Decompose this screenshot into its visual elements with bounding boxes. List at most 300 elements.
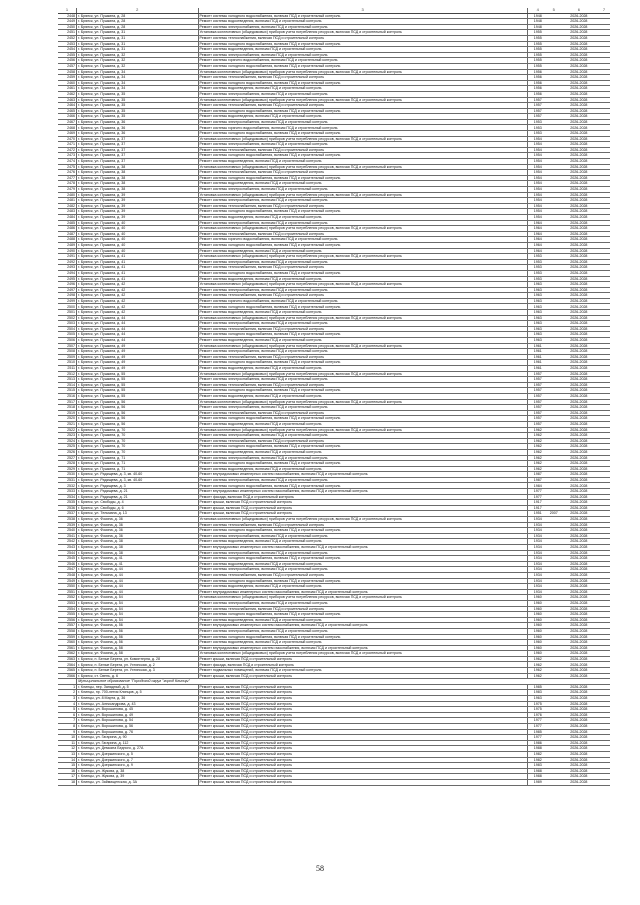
row-address: г. Брянск, ул. Пушкина, д. 70 bbox=[77, 433, 198, 439]
row-number: 2565 bbox=[58, 668, 77, 674]
row-year-built: 1934 bbox=[527, 545, 548, 551]
row-year-built: 1953 bbox=[527, 276, 548, 282]
row-work-type: Ремонт системы холодного водоснабжения, включая ПСД и строительный контроль bbox=[198, 108, 527, 114]
row-planned-period: 2026-2028 bbox=[560, 528, 598, 534]
row-address: г. Брянск, ул. Пушкина, д. 56 bbox=[77, 410, 198, 416]
row-address: г. Брянск, ул. Фокина, д. 56 bbox=[77, 628, 198, 634]
row-planned-period: 2026-2028 bbox=[560, 315, 598, 321]
row-address: г. Брянск, ул. Фокина, д. 44 bbox=[77, 578, 198, 584]
row-address: г. Брянск, ул. Пушкина, д. 40 bbox=[77, 248, 198, 254]
row-number: 2517 bbox=[58, 399, 77, 405]
row-address: г. Клинцы, ул. Жукова, д. 38 bbox=[77, 768, 198, 774]
row-number: 2496 bbox=[58, 282, 77, 288]
row-work-type: Ремонт фасада, включая ПСД и строительный контроль bbox=[198, 662, 527, 668]
row-number: 2521 bbox=[58, 421, 77, 427]
row-planned-period: 2026-2028 bbox=[560, 656, 598, 662]
row-planned-period: 2026-2028 bbox=[560, 572, 598, 578]
row-number: 2524 bbox=[58, 438, 77, 444]
row-work-type: Ремонт системы холодного водоснабжения, включая ПСД и строительный контроль bbox=[198, 175, 527, 181]
row-work-type: Ремонт системы водоотведения, включая ПСД и строительный контроль bbox=[198, 310, 527, 316]
row-planned-period: 2026-2028 bbox=[560, 489, 598, 495]
row-work-type: Ремонт системы холодного водоснабжения, включая ПСД и строительный контроль bbox=[198, 461, 527, 467]
row-planned-period: 2026-2028 bbox=[560, 690, 598, 696]
row-planned-period: 2026-2028 bbox=[560, 707, 598, 713]
row-year-built: 1954 bbox=[527, 181, 548, 187]
row-planned-period: 2026-2028 bbox=[560, 735, 598, 741]
row-planned-period: 2026-2028 bbox=[560, 746, 598, 752]
row-number: 2530 bbox=[58, 472, 77, 478]
row-address: г. Брянск, ул. Фокина, д. 38 bbox=[77, 545, 198, 551]
row-planned-period: 2026-2028 bbox=[560, 287, 598, 293]
row-number: 2516 bbox=[58, 393, 77, 399]
row-planned-period: 2026-2028 bbox=[560, 472, 598, 478]
row-number: 2545 bbox=[58, 556, 77, 562]
row-year-built: 1954 bbox=[527, 136, 548, 142]
row-number: 2544 bbox=[58, 550, 77, 556]
page-number: 58 bbox=[316, 864, 324, 873]
row-year-built: 1917 bbox=[527, 500, 548, 506]
row-address: г. Брянск, ул. Пушкина, д. 70 bbox=[77, 444, 198, 450]
row-extra bbox=[598, 779, 610, 785]
row-year-built: 1954 bbox=[527, 142, 548, 148]
row-work-type: Ремонт системы холодного водоснабжения, включая ПСД и строительный контроль bbox=[198, 80, 527, 86]
row-address: г. Брянск, ул. Фокина, д. 56 bbox=[77, 634, 198, 640]
row-year-built: 1962 bbox=[527, 455, 548, 461]
row-number: 2512 bbox=[58, 371, 77, 377]
row-planned-period: 2026-2028 bbox=[560, 360, 598, 366]
row-planned-period: 2026-2028 bbox=[560, 662, 598, 668]
row-address: г. Брянск, ул. Пушкина, д. 49 bbox=[77, 354, 198, 360]
row-number: 2460 bbox=[58, 80, 77, 86]
row-number: 2506 bbox=[58, 338, 77, 344]
row-address: г. Брянск, ул. Пушкина, д. 35 bbox=[77, 108, 198, 114]
row-work-type: Ремонт крыши, включая ПСД и строительный контроль bbox=[198, 751, 527, 757]
row-number: 2556 bbox=[58, 617, 77, 623]
row-number: 2448 bbox=[58, 13, 77, 19]
row-address: г. Брянск, ул. Пушкина, д. 37 bbox=[77, 147, 198, 153]
row-number: 2509 bbox=[58, 354, 77, 360]
row-work-type: Установка коллективных (общедомовых) приборов учета потребления ресурсов, включая ПСД и строительный контроль bbox=[198, 399, 527, 405]
row-number: 2481 bbox=[58, 198, 77, 204]
row-number: 2547 bbox=[58, 567, 77, 573]
row-address: г. Брянск, ст. Свень, д. 6 bbox=[77, 673, 198, 679]
row-number: 2540 bbox=[58, 528, 77, 534]
row-planned-period: 2026-2028 bbox=[560, 628, 598, 634]
row-year-built: 1961 bbox=[527, 354, 548, 360]
row-address: г. Брянск, ул. Фокина, д. 41 bbox=[77, 556, 198, 562]
row-year-built: 1976 bbox=[527, 712, 548, 718]
row-work-type: Ремонт системы холодного водоснабжения, включая ПСД и строительный контроль bbox=[198, 444, 527, 450]
row-address: г. Клинцы, пер. Западный, д. 5 bbox=[77, 684, 198, 690]
row-year-built: 1957 bbox=[527, 410, 548, 416]
row-number: 2550 bbox=[58, 584, 77, 590]
row-planned-period: 2026-2028 bbox=[560, 751, 598, 757]
row-address: г. Брянск, ул. Радищева, д. 21 bbox=[77, 489, 198, 495]
row-year-built: 1955 bbox=[527, 47, 548, 53]
row-planned-period: 2026-2028 bbox=[560, 175, 598, 181]
row-planned-period: 2026-2028 bbox=[560, 483, 598, 489]
row-year-built: 1961 bbox=[527, 343, 548, 349]
row-planned-period: 2026-2028 bbox=[560, 449, 598, 455]
row-number: 2519 bbox=[58, 410, 77, 416]
row-planned-period: 2026-2028 bbox=[560, 612, 598, 618]
row-address: г. Брянск, ул. Пушкина, д. 49 bbox=[77, 366, 198, 372]
row-work-type: Ремонт системы водоотведения, включая ПСД и строительный контроль bbox=[198, 47, 527, 53]
row-number: 2493 bbox=[58, 265, 77, 271]
row-planned-period: 2026-2028 bbox=[560, 494, 598, 500]
row-address: г. Брянск, ул. Радищева, д. 3, кв. 40-60 bbox=[77, 477, 198, 483]
row-year-built: 1934 bbox=[527, 528, 548, 534]
row-number: 2555 bbox=[58, 612, 77, 618]
row-planned-period: 2026-2028 bbox=[560, 226, 598, 232]
row-planned-period: 2026-2028 bbox=[560, 153, 598, 159]
row-planned-period: 2026-2028 bbox=[560, 136, 598, 142]
row-year-built: 1963 bbox=[527, 338, 548, 344]
row-planned-period: 2026-2028 bbox=[560, 388, 598, 394]
row-work-type: Ремонт системы электроснабжения, включая ПСД и строительный контроль bbox=[198, 628, 527, 634]
row-address: г. Брянск, ул. Пушкина, д. 42 bbox=[77, 298, 198, 304]
row-address: г. Брянск, ул. Пушкина, д. 42 bbox=[77, 287, 198, 293]
row-year-built: 1964 bbox=[527, 220, 548, 226]
row-planned-period: 2026-2028 bbox=[560, 539, 598, 545]
row-address: г. Брянск, ул. Пушкина, д. 28 bbox=[77, 24, 198, 30]
row-address: г. Брянск, ул. Фокина, д. 58 bbox=[77, 645, 198, 651]
row-number: 2488 bbox=[58, 237, 77, 243]
row-work-type: Ремонт системы водоотведения, включая ПСД и строительный контроль bbox=[198, 561, 527, 567]
row-year-built: 1963 bbox=[527, 298, 548, 304]
row-number: 2522 bbox=[58, 427, 77, 433]
row-work-type: Ремонт системы электроснабжения, включая ПСД и строительный контроль bbox=[198, 455, 527, 461]
row-year-built: 1975 bbox=[527, 707, 548, 713]
row-planned-period: 2026-2028 bbox=[560, 517, 598, 523]
row-year-built: 1962 bbox=[527, 461, 548, 467]
row-year-built: 1957 bbox=[527, 382, 548, 388]
row-year-built: 1948 bbox=[527, 24, 548, 30]
row-year-built: 1954 bbox=[527, 147, 548, 153]
row-work-type: Ремонт системы водоотведения, включая ПСД и строительный контроль bbox=[198, 181, 527, 187]
row-planned-period: 2026-2028 bbox=[560, 556, 598, 562]
row-address: г. Брянск, ул. Пушкина, д. 28 bbox=[77, 19, 198, 25]
row-number: 2518 bbox=[58, 405, 77, 411]
row-address: г. Брянск, ул. Пушкина, д. 41 bbox=[77, 254, 198, 260]
row-work-type: Ремонт внутридомовых инженерных систем газоснабжения, включая ПСД и строительный контроль bbox=[198, 645, 527, 651]
row-planned-period: 2026-2028 bbox=[560, 768, 598, 774]
row-address: г. Брянск, ул. Пушкина, д. 55 bbox=[77, 377, 198, 383]
row-work-type: Ремонт системы электроснабжения, включая ПСД и строительный контроль bbox=[198, 287, 527, 293]
row-work-type: Установка коллективных (общедомовых) приборов учета потребления ресурсов, включая ПСД и строительный контроль bbox=[198, 226, 527, 232]
row-year-built: 1948 bbox=[527, 13, 548, 19]
row-number: 2535 bbox=[58, 500, 77, 506]
row-work-type: Установка коллективных (общедомовых) приборов учета потребления ресурсов, включая ПСД и строительный контроль bbox=[198, 282, 527, 288]
row-year-built: 1954 bbox=[527, 198, 548, 204]
row-number: 2558 bbox=[58, 628, 77, 634]
row-address: г. Брянск, ул. Пушкина, д. 31 bbox=[77, 35, 198, 41]
row-address: г. Брянск, ул. Пушкина, д. 41 bbox=[77, 276, 198, 282]
row-address: г. Брянск, ул. Пушкина, д. 56 bbox=[77, 421, 198, 427]
row-work-type: Ремонт системы электроснабжения, включая ПСД и строительный контроль bbox=[198, 142, 527, 148]
row-address: г. Брянск, ул. Фокина, д. 36 bbox=[77, 522, 198, 528]
row-year-built: 1988 bbox=[527, 768, 548, 774]
row-address: г. Брянск, ул. Фокина, д. 54 bbox=[77, 595, 198, 601]
row-work-type: Ремонт крыши, включая ПСД и строительный контроль bbox=[198, 740, 527, 746]
row-planned-period: 2026-2028 bbox=[560, 500, 598, 506]
row-work-type: Ремонт крыши, включая ПСД и строительный контроль bbox=[198, 500, 527, 506]
row-number: 2532 bbox=[58, 483, 77, 489]
row-address: г. Брянск, ул. Пушкина, д. 34 bbox=[77, 69, 198, 75]
row-number: 2494 bbox=[58, 270, 77, 276]
row-address: г. Клинцы, ул. Дзержинского, д. 5 bbox=[77, 751, 198, 757]
row-work-type: Ремонт системы теплоснабжения, включая ПСД и строительный контроль bbox=[198, 231, 527, 237]
row-year-built: 1962 bbox=[527, 656, 548, 662]
row-number: 2511 bbox=[58, 366, 77, 372]
row-planned-period: 2026-2028 bbox=[560, 645, 598, 651]
row-year-built: 1963 bbox=[527, 326, 548, 332]
row-year-built: 1977 bbox=[527, 724, 548, 730]
row-planned-period: 2026-2028 bbox=[560, 41, 598, 47]
row-work-type: Ремонт системы теплоснабжения, включая ПСД и строительный контроль bbox=[198, 103, 527, 109]
row-work-type: Установка коллективных (общедомовых) приборов учета потребления ресурсов, включая ПСД и строительный контроль bbox=[198, 427, 527, 433]
row-planned-period: 2026-2028 bbox=[560, 673, 598, 679]
row-address: г. Брянск, ул. Пушкина, д. 31 bbox=[77, 30, 198, 36]
row-planned-period: 2026-2028 bbox=[560, 416, 598, 422]
row-number: 14 bbox=[58, 757, 77, 763]
row-planned-period: 2026-2028 bbox=[560, 466, 598, 472]
row-planned-period: 2026-2028 bbox=[560, 668, 598, 674]
row-planned-period: 2026-2028 bbox=[560, 382, 598, 388]
row-planned-period: 2026-2028 bbox=[560, 108, 598, 114]
row-address: г. Брянск, ул. Пушкина, д. 71 bbox=[77, 455, 198, 461]
row-work-type: Ремонт системы теплоснабжения, включая ПСД и строительный контроль bbox=[198, 410, 527, 416]
row-work-type: Ремонт системы водоотведения, включая ПСД и строительный контроль bbox=[198, 466, 527, 472]
row-work-type: Ремонт системы электроснабжения, включая ПСД и строительный контроль bbox=[198, 91, 527, 97]
row-number: 6 bbox=[58, 712, 77, 718]
row-number: 1 bbox=[58, 684, 77, 690]
row-year-built: 1963 bbox=[527, 293, 548, 299]
row-year-built: 1985 bbox=[527, 684, 548, 690]
row-number: 2542 bbox=[58, 539, 77, 545]
row-year-built: 1963 bbox=[527, 304, 548, 310]
row-work-type: Ремонт системы водоотведения, включая ПСД и строительный контроль bbox=[198, 539, 527, 545]
row-address: г. Брянск, ул. Пушкина, д. 35 bbox=[77, 114, 198, 120]
row-work-type: Ремонт системы водоотведения, включая ПСД и строительный контроль bbox=[198, 214, 527, 220]
row-planned-period: 2026-2028 bbox=[560, 159, 598, 165]
row-address: г. Брянск, ул. Пушкина, д. 32 bbox=[77, 52, 198, 58]
row-number: 2492 bbox=[58, 259, 77, 265]
row-planned-period: 2026-2028 bbox=[560, 444, 598, 450]
row-planned-period: 2026-2028 bbox=[560, 606, 598, 612]
row-planned-period: 2026-2028 bbox=[560, 505, 598, 511]
row-number: 2465 bbox=[58, 108, 77, 114]
row-work-type: Ремонт системы теплоснабжения, включая ПСД и строительный контроль bbox=[198, 147, 527, 153]
row-work-type: Установка коллективных (общедомовых) приборов учета потребления ресурсов, включая ПСД и строительный контроль bbox=[198, 136, 527, 142]
row-planned-period: 2026-2028 bbox=[560, 97, 598, 103]
row-number: 2566 bbox=[58, 673, 77, 679]
row-planned-period: 2026-2028 bbox=[560, 701, 598, 707]
row-year-built: 1954 bbox=[527, 175, 548, 181]
row-year-built: 1960 bbox=[527, 600, 548, 606]
row-planned-period: 2026-2028 bbox=[560, 187, 598, 193]
row-number: 2468 bbox=[58, 125, 77, 131]
row-number: 2451 bbox=[58, 30, 77, 36]
col-header-4: 4 bbox=[527, 8, 548, 13]
row-work-type: Ремонт крыши, включая ПСД и строительный контроль bbox=[198, 707, 527, 713]
row-number: 5 bbox=[58, 707, 77, 713]
row-work-type: Ремонт системы водоотведения, включая ПСД и строительный контроль bbox=[198, 449, 527, 455]
row-address: г. Брянск, ул. Пушкина, д. 36 bbox=[77, 131, 198, 137]
row-address: г. Брянск, п. Белые Берега, ул. Ухтинская, д. 2 bbox=[77, 662, 198, 668]
row-work-type: Ремонт системы водоотведения, включая ПСД и строительный контроль bbox=[198, 86, 527, 92]
row-address: г. Брянск, ул. Фокина, д. 44 bbox=[77, 584, 198, 590]
row-address: г. Брянск, ул. Пушкина, д. 39 bbox=[77, 198, 198, 204]
row-year-built: 1917 bbox=[527, 505, 548, 511]
row-planned-period: 2026-2028 bbox=[560, 567, 598, 573]
row-number: 2504 bbox=[58, 326, 77, 332]
row-address: г. Брянск, ул. Радищева, д. 3 bbox=[77, 483, 198, 489]
row-planned-period: 2026-2028 bbox=[560, 276, 598, 282]
row-work-type: Ремонт системы холодного водоснабжения, включая ПСД и строительный контроль bbox=[198, 131, 527, 137]
row-repair-year: 2007 bbox=[548, 511, 560, 517]
row-work-type: Ремонт системы водоотведения, включая ПСД и строительный контроль bbox=[198, 421, 527, 427]
row-work-type: Ремонт системы электроснабжения, включая ПСД и строительный контроль bbox=[198, 433, 527, 439]
row-address: г. Брянск, ул. Пушкина, д. 49 bbox=[77, 360, 198, 366]
row-work-type: Установка коллективных (общедомовых) приборов учета потребления ресурсов, включая ПСД и строительный контроль bbox=[198, 69, 527, 75]
row-number: 2537 bbox=[58, 511, 77, 517]
row-year-built: 1963 bbox=[527, 310, 548, 316]
row-planned-period: 2026-2028 bbox=[560, 438, 598, 444]
row-number: 2508 bbox=[58, 349, 77, 355]
row-number: 2552 bbox=[58, 595, 77, 601]
row-work-type: Ремонт системы электроснабжения, включая ПСД и строительный контроль bbox=[198, 477, 527, 483]
row-address: г. Клинцы, ул. Дзержинского, д. 7 bbox=[77, 757, 198, 763]
row-address: г. Брянск, ул. Пушкина, д. 41 bbox=[77, 270, 198, 276]
row-planned-period: 2026-2028 bbox=[560, 13, 598, 19]
row-year-built: 1957 bbox=[527, 108, 548, 114]
row-year-built: 1964 bbox=[527, 226, 548, 232]
row-year-built: 1934 bbox=[527, 567, 548, 573]
row-number: 2450 bbox=[58, 24, 77, 30]
row-number: 2498 bbox=[58, 293, 77, 299]
row-address: г. Брянск, п. Белые Берега, ул. Ухтинская, д. 3 bbox=[77, 668, 198, 674]
row-planned-period: 2026-2028 bbox=[560, 763, 598, 769]
row-address: г. Брянск, ул. Пушкина, д. 44 bbox=[77, 326, 198, 332]
row-year-built: 1962 bbox=[527, 466, 548, 472]
row-planned-period: 2026-2028 bbox=[560, 304, 598, 310]
row-number: 2474 bbox=[58, 159, 77, 165]
row-year-built: 1956 bbox=[527, 75, 548, 81]
row-work-type: Установка коллективных (общедомовых) приборов учета потребления ресурсов, включая ПСД и строительный контроль bbox=[198, 315, 527, 321]
row-planned-period: 2026-2028 bbox=[560, 617, 598, 623]
row-number: 2472 bbox=[58, 147, 77, 153]
row-address: г. Брянск, ул. Пушкина, д. 40 bbox=[77, 226, 198, 232]
row-planned-period: 2026-2028 bbox=[560, 142, 598, 148]
row-number: 2479 bbox=[58, 187, 77, 193]
row-planned-period: 2026-2028 bbox=[560, 455, 598, 461]
row-year-built: 1962 bbox=[527, 427, 548, 433]
row-year-built: 1955 bbox=[527, 63, 548, 69]
row-address: г. Клинцы, ул. Ворошилова, д. 56 bbox=[77, 724, 198, 730]
row-year-built: 1957 bbox=[527, 393, 548, 399]
row-number: 2510 bbox=[58, 360, 77, 366]
row-year-built: 1962 bbox=[527, 668, 548, 674]
row-year-built: 1957 bbox=[527, 399, 548, 405]
row-number: 2525 bbox=[58, 444, 77, 450]
row-year-built: 1982 bbox=[527, 757, 548, 763]
row-number: 12 bbox=[58, 746, 77, 752]
row-work-type: Ремонт внутридомовых инженерных систем газоснабжения, включая ПСД и строительный контроль bbox=[198, 589, 527, 595]
row-work-type: Ремонт системы холодного водоснабжения, включая ПСД и строительный контроль bbox=[198, 153, 527, 159]
row-year-built: 1983 bbox=[527, 763, 548, 769]
row-year-built: 1963 bbox=[527, 315, 548, 321]
row-year-built: 1954 bbox=[527, 214, 548, 220]
row-work-type: Ремонт системы холодного водоснабжения, включая ПСД и строительный контроль bbox=[198, 332, 527, 338]
row-year-built: 1985 bbox=[527, 729, 548, 735]
row-address: г. Брянск, ул. Пушкина, д. 34 bbox=[77, 80, 198, 86]
row-number: 2515 bbox=[58, 388, 77, 394]
row-number: 2471 bbox=[58, 142, 77, 148]
row-address: г. Клинцы, ул. 8 Марта, д. 36 bbox=[77, 696, 198, 702]
row-address: г. Брянск, ул. Пушкина, д. 31 bbox=[77, 41, 198, 47]
row-planned-period: 2026-2028 bbox=[560, 47, 598, 53]
col-header-5: 5 bbox=[548, 8, 560, 13]
row-address: г. Брянск, ул. Пушкина, д. 39 bbox=[77, 203, 198, 209]
row-address: г. Брянск, ул. Пушкина, д. 38 bbox=[77, 187, 198, 193]
row-number: 11 bbox=[58, 740, 77, 746]
row-number: 2541 bbox=[58, 533, 77, 539]
row-address: г. Брянск, ул. Пушкина, д. 44 bbox=[77, 321, 198, 327]
row-number: 2502 bbox=[58, 315, 77, 321]
row-address: г. Брянск, ул. Радищева, д. 3, кв. 40-60 bbox=[77, 472, 198, 478]
row-number: 2489 bbox=[58, 242, 77, 248]
row-number: 2553 bbox=[58, 600, 77, 606]
row-address: г. Клинцы, ул. Ворошилова, д. 54 bbox=[77, 718, 198, 724]
row-work-type: Ремонт крыши, включая ПСД и строительный контроль bbox=[198, 696, 527, 702]
row-year-built: 1988 bbox=[527, 746, 548, 752]
row-year-built: 1934 bbox=[527, 589, 548, 595]
row-address: г. Брянск, ул. Свободы, д. 6 bbox=[77, 505, 198, 511]
row-number: 2559 bbox=[58, 634, 77, 640]
row-work-type: Ремонт системы холодного водоснабжения, включая ПСД и строительный контроль bbox=[198, 612, 527, 618]
row-work-type: Ремонт крыши, включая ПСД и строительный контроль bbox=[198, 656, 527, 662]
row-planned-period: 2026-2028 bbox=[560, 86, 598, 92]
row-number: 2548 bbox=[58, 572, 77, 578]
row-planned-period: 2026-2028 bbox=[560, 371, 598, 377]
row-year-built: 1953 bbox=[527, 125, 548, 131]
row-address: г. Брянск, ул. Пушкина, д. 36 bbox=[77, 119, 198, 125]
row-number: 17 bbox=[58, 774, 77, 780]
row-year-built: 1957 bbox=[527, 405, 548, 411]
row-address: г. Брянск, ул. Пушкина, д. 28 bbox=[77, 13, 198, 19]
row-number: 13 bbox=[58, 751, 77, 757]
row-repair-year bbox=[548, 779, 560, 785]
row-number: 10 bbox=[58, 735, 77, 741]
row-address: г. Брянск, ул. Пушкина, д. 37 bbox=[77, 142, 198, 148]
row-number: 2560 bbox=[58, 640, 77, 646]
row-planned-period: 2026-2028 bbox=[560, 242, 598, 248]
row-year-built: 1960 bbox=[527, 628, 548, 634]
row-year-built: 1961 bbox=[527, 360, 548, 366]
row-number: 15 bbox=[58, 763, 77, 769]
row-number: 2528 bbox=[58, 461, 77, 467]
row-work-type: Ремонт системы теплоснабжения, включая ПСД и строительный контроль bbox=[198, 572, 527, 578]
row-year-built: 1987 bbox=[527, 472, 548, 478]
row-year-built: 1934 bbox=[527, 533, 548, 539]
row-address: г. Брянск, ул. Фокина, д. 56 bbox=[77, 623, 198, 629]
row-address: г. Брянск, ул. Фокина, д. 54 bbox=[77, 600, 198, 606]
row-address: г. Брянск, ул. Пушкина, д. 55 bbox=[77, 382, 198, 388]
row-year-built: 1957 bbox=[527, 377, 548, 383]
row-year-built: 1953 bbox=[527, 254, 548, 260]
row-address: г. Клинцы, ул. Ворошилова, д. 76 bbox=[77, 729, 198, 735]
